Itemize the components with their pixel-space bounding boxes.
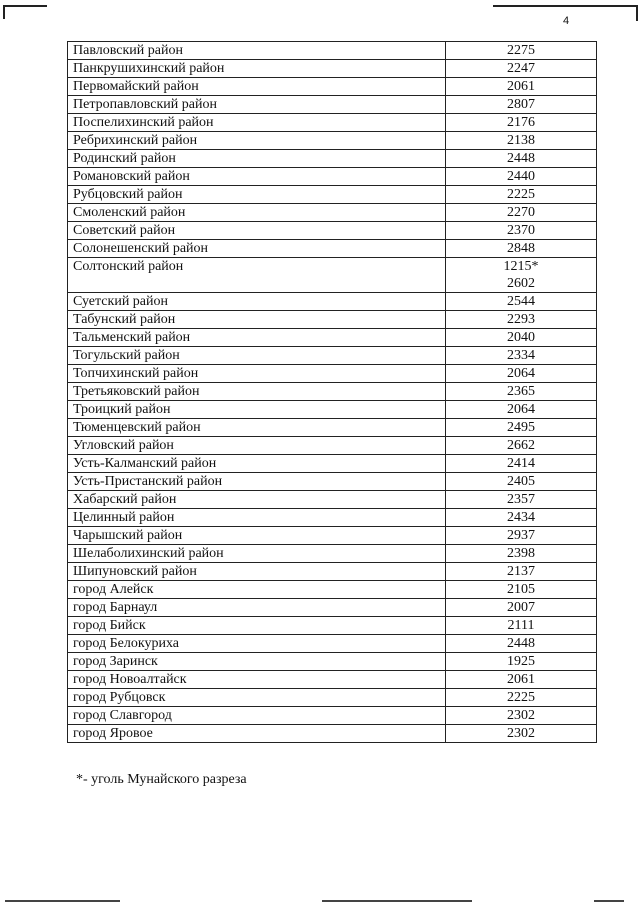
- district-value-cell: [446, 222, 597, 240]
- district-value: 2270: [507, 205, 535, 220]
- district-value: 2064: [507, 402, 535, 417]
- district-value-cell: [446, 581, 597, 599]
- rates-table: [67, 41, 597, 743]
- scan-mark-top-left-vertical: [3, 5, 5, 19]
- scan-mark-top-left-horizontal: [3, 5, 47, 7]
- district-name: Рубцовский район: [68, 186, 446, 204]
- table-row: [68, 455, 597, 473]
- district-value-cell: [446, 545, 597, 563]
- district-value: 2602: [507, 276, 535, 291]
- district-value: 2302: [507, 726, 535, 741]
- district-value: 2040: [507, 330, 535, 345]
- table-row: [68, 222, 597, 240]
- district-value-cell: [446, 60, 597, 78]
- district-value: 2365: [507, 384, 535, 399]
- table-row: [68, 42, 597, 60]
- table-row: [68, 671, 597, 689]
- district-value-cell: [446, 527, 597, 545]
- district-name: город Барнаул: [68, 599, 446, 617]
- table-row: [68, 258, 597, 293]
- district-name: Павловский район: [68, 42, 446, 60]
- table-row: [68, 240, 597, 258]
- district-value: 2544: [507, 294, 535, 309]
- district-value-cell: [446, 455, 597, 473]
- district-value-cell: [446, 563, 597, 581]
- district-value: 2405: [507, 474, 535, 489]
- district-value: 2495: [507, 420, 535, 435]
- district-value-cell: [446, 725, 597, 743]
- rates-table-body: [68, 42, 597, 743]
- district-value-cell: [446, 240, 597, 258]
- district-name: Панкрушихинский район: [68, 60, 446, 78]
- district-value: 2302: [507, 708, 535, 723]
- district-name: Тальменский район: [68, 329, 446, 347]
- district-value-cell: [446, 365, 597, 383]
- district-name: Третьяковский район: [68, 383, 446, 401]
- table-row: [68, 419, 597, 437]
- district-value: 2357: [507, 492, 535, 507]
- district-value-cell: [446, 132, 597, 150]
- district-name: Тюменцевский район: [68, 419, 446, 437]
- district-name: Тогульский район: [68, 347, 446, 365]
- footnote: *- уголь Мунайского разреза: [76, 772, 247, 787]
- district-value-cell: [446, 401, 597, 419]
- table-row: [68, 437, 597, 455]
- district-value: 2275: [507, 43, 535, 58]
- district-name: Солонешенский район: [68, 240, 446, 258]
- district-value: 2398: [507, 546, 535, 561]
- district-value-cell: [446, 617, 597, 635]
- district-name: город Алейск: [68, 581, 446, 599]
- district-value-cell: [446, 96, 597, 114]
- district-value-cell: [446, 671, 597, 689]
- table-row: [68, 599, 597, 617]
- district-name: Троицкий район: [68, 401, 446, 419]
- district-name: город Яровое: [68, 725, 446, 743]
- district-name: Угловский район: [68, 437, 446, 455]
- district-value-cell: [446, 186, 597, 204]
- district-name: Усть-Пристанский район: [68, 473, 446, 491]
- table-row: [68, 653, 597, 671]
- district-value-cell: [446, 383, 597, 401]
- table-row: [68, 401, 597, 419]
- district-name: Петропавловский район: [68, 96, 446, 114]
- district-name: Ребрихинский район: [68, 132, 446, 150]
- district-name: город Белокуриха: [68, 635, 446, 653]
- table-row: [68, 114, 597, 132]
- district-value-cell: [446, 707, 597, 725]
- table-row: [68, 581, 597, 599]
- table-row: [68, 365, 597, 383]
- page-number: 4: [563, 15, 570, 27]
- table-row: [68, 186, 597, 204]
- table-row: [68, 96, 597, 114]
- district-value-cell: [446, 78, 597, 96]
- district-value: 2225: [507, 187, 535, 202]
- district-value: 2434: [507, 510, 535, 525]
- district-value: 2225: [507, 690, 535, 705]
- district-name: город Новоалтайск: [68, 671, 446, 689]
- district-value: 2111: [507, 618, 535, 633]
- district-value-cell: [446, 509, 597, 527]
- district-name: Шелаболихинский район: [68, 545, 446, 563]
- table-row: [68, 707, 597, 725]
- table-row: [68, 473, 597, 491]
- table-row: [68, 635, 597, 653]
- district-value: 2807: [507, 97, 535, 112]
- district-value: 2440: [507, 169, 535, 184]
- scan-noise-bottom-middle: [322, 900, 472, 902]
- table-row: [68, 204, 597, 222]
- table-row: [68, 60, 597, 78]
- district-value: 2448: [507, 636, 535, 651]
- table-row: [68, 150, 597, 168]
- scan-mark-top-right-vertical: [636, 5, 638, 21]
- district-name: Топчихинский район: [68, 365, 446, 383]
- district-value-cell: [446, 635, 597, 653]
- district-value-cell: [446, 114, 597, 132]
- district-value: 2334: [507, 348, 535, 363]
- district-value: 1925: [507, 654, 535, 669]
- table-row: [68, 78, 597, 96]
- district-name: Романовский район: [68, 168, 446, 186]
- district-name: город Славгород: [68, 707, 446, 725]
- district-value-cell: [446, 168, 597, 186]
- district-name: Целинный район: [68, 509, 446, 527]
- district-value-cell: [446, 653, 597, 671]
- table-row: [68, 545, 597, 563]
- district-value: 2848: [507, 241, 535, 256]
- district-value: 2105: [507, 582, 535, 597]
- district-value: 2007: [507, 600, 535, 615]
- district-value: 2662: [507, 438, 535, 453]
- table-row: [68, 491, 597, 509]
- district-name: город Бийск: [68, 617, 446, 635]
- district-value-cell: [446, 311, 597, 329]
- district-name: город Заринск: [68, 653, 446, 671]
- scan-mark-top-right-horizontal: [493, 5, 638, 7]
- district-value-cell: [446, 347, 597, 365]
- district-name: город Рубцовск: [68, 689, 446, 707]
- district-value-cell: [446, 599, 597, 617]
- scan-noise-bottom-left: [5, 900, 120, 902]
- district-value: 2176: [507, 115, 535, 130]
- district-value-cell: [446, 204, 597, 222]
- district-value: 2061: [507, 672, 535, 687]
- district-name: Усть-Калманский район: [68, 455, 446, 473]
- district-value: 2293: [507, 312, 535, 327]
- table-row: [68, 617, 597, 635]
- district-value-cell: [446, 491, 597, 509]
- district-value: 2448: [507, 151, 535, 166]
- table-row: [68, 689, 597, 707]
- table-row: [68, 347, 597, 365]
- district-value: 2937: [507, 528, 535, 543]
- district-value: 2370: [507, 223, 535, 238]
- district-value-cell: [446, 258, 597, 293]
- district-name: Советский район: [68, 222, 446, 240]
- district-value-cell: [446, 419, 597, 437]
- district-name: Суетский район: [68, 293, 446, 311]
- table-row: [68, 132, 597, 150]
- district-value: 2414: [507, 456, 535, 471]
- district-value-cell: [446, 437, 597, 455]
- district-value: 2138: [507, 133, 535, 148]
- district-name: Табунский район: [68, 311, 446, 329]
- table-row: [68, 293, 597, 311]
- district-value: 2137: [507, 564, 535, 579]
- district-name: Шипуновский район: [68, 563, 446, 581]
- district-value: 2064: [507, 366, 535, 381]
- scan-noise-bottom-right: [594, 900, 624, 902]
- district-name: Первомайский район: [68, 78, 446, 96]
- district-value-cell: [446, 689, 597, 707]
- table-row: [68, 329, 597, 347]
- district-name: Хабарский район: [68, 491, 446, 509]
- district-value-cell: [446, 473, 597, 491]
- district-value-cell: [446, 42, 597, 60]
- district-name: Смоленский район: [68, 204, 446, 222]
- district-value-cell: [446, 293, 597, 311]
- district-name: Чарышский район: [68, 527, 446, 545]
- district-name: Солтонский район: [68, 258, 446, 293]
- district-value: 2247: [507, 61, 535, 76]
- table-row: [68, 725, 597, 743]
- table-row: [68, 563, 597, 581]
- district-name: Родинский район: [68, 150, 446, 168]
- table-row: [68, 311, 597, 329]
- table-row: [68, 509, 597, 527]
- table-row: [68, 383, 597, 401]
- table-row: [68, 168, 597, 186]
- district-value-cell: [446, 329, 597, 347]
- district-value: 2061: [507, 79, 535, 94]
- district-value-cell: [446, 150, 597, 168]
- table-row: [68, 527, 597, 545]
- district-value: 1215*: [503, 259, 539, 274]
- district-name: Поспелихинский район: [68, 114, 446, 132]
